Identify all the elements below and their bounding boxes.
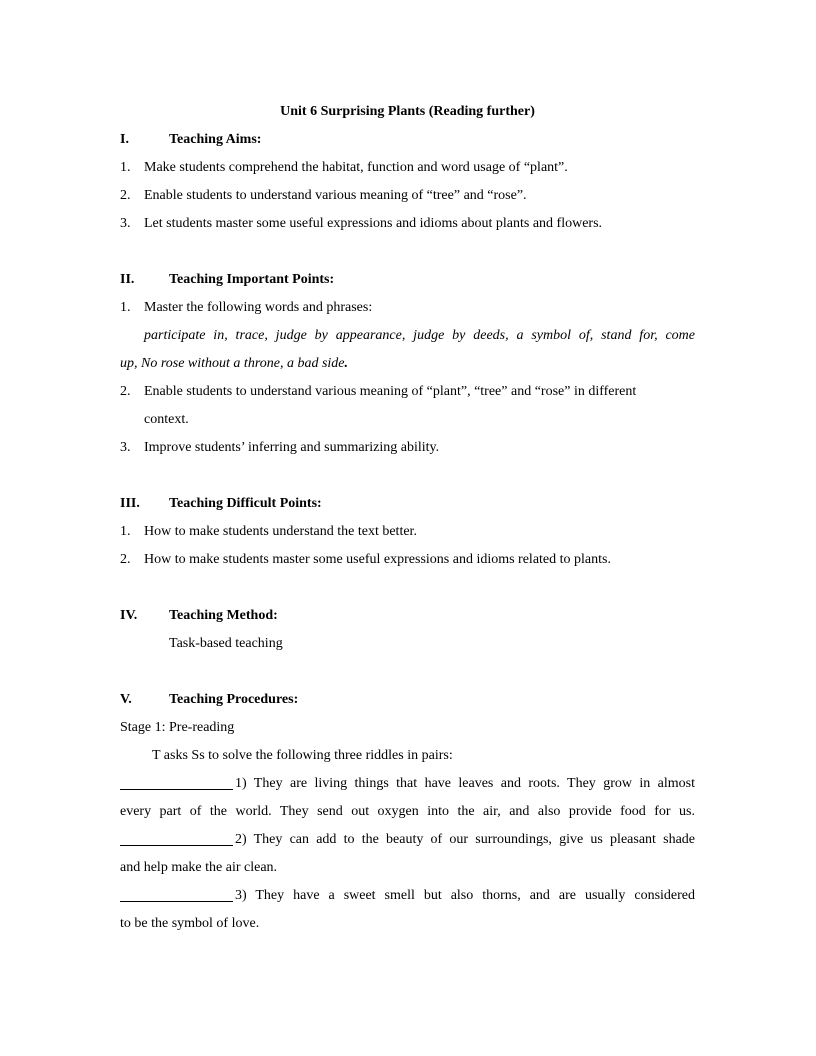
riddle-text: 2) They can add to the beauty of our surroundings, give us pleasant shade — [235, 832, 695, 847]
riddle-line — [120, 882, 695, 910]
list-number: 1. — [120, 300, 131, 315]
section-heading — [120, 266, 695, 294]
riddle-line: every part of the world. They send out oxygen into the air, and also provide food for us. — [120, 804, 695, 819]
riddle-line — [120, 770, 695, 798]
riddle-line: to be the symbol of love. — [120, 916, 260, 931]
list-text: Let students master some useful expressions and idioms about plants and flowers. — [144, 216, 603, 231]
list-text: Improve students’ inferring and summarizing ability. — [144, 440, 440, 455]
document-body — [120, 98, 695, 938]
list-text: Make students comprehend the habitat, function and word usage of “plant”. — [144, 160, 568, 175]
spacer — [120, 574, 695, 602]
list-number: 3. — [120, 440, 131, 455]
list-item — [120, 434, 695, 462]
list-number: 2. — [120, 552, 131, 567]
list-number: 2. — [120, 188, 131, 203]
list-continuation: context. — [144, 412, 189, 427]
method-text: Task-based teaching — [169, 636, 283, 651]
section-title: Teaching Procedures: — [169, 692, 299, 707]
section-number: II. — [120, 272, 135, 287]
section-number: I. — [120, 132, 129, 147]
section-title: Teaching Difficult Points: — [169, 496, 322, 511]
answer-blank — [120, 885, 233, 902]
spacer — [120, 658, 695, 686]
list-item — [120, 378, 695, 406]
list-item — [120, 182, 695, 210]
phrase-text: up, No rose without a throne, a bad side — [120, 356, 345, 371]
task-intro: T asks Ss to solve the following three riddles in pairs: — [152, 748, 453, 763]
riddle-text: 1) They are living things that have leaves and roots. They grow in almost — [235, 776, 695, 791]
spacer — [120, 462, 695, 490]
document-title: Unit 6 Surprising Plants (Reading further) — [280, 104, 535, 119]
list-item — [120, 294, 695, 322]
section-number: V. — [120, 692, 132, 707]
list-item — [120, 154, 695, 182]
list-number: 1. — [120, 160, 131, 175]
section-heading — [120, 686, 695, 714]
section-title: Teaching Aims: — [169, 132, 262, 147]
list-text: How to make students understand the text better. — [144, 524, 417, 539]
section-heading — [120, 490, 695, 518]
stage-label: Stage 1: Pre-reading — [120, 720, 235, 735]
section-heading — [120, 126, 695, 154]
phrase-end: . — [344, 356, 349, 371]
list-text: How to make students master some useful expressions and idioms related to plants. — [144, 552, 611, 567]
spacer — [120, 238, 695, 266]
riddle-line: and help make the air clean. — [120, 860, 278, 875]
list-number: 3. — [120, 216, 131, 231]
section-heading — [120, 602, 695, 630]
list-text: Enable students to understand various meaning of “tree” and “rose”. — [144, 188, 527, 203]
section-number: IV. — [120, 608, 138, 623]
list-number: 2. — [120, 384, 131, 399]
phrase-list-line — [120, 350, 695, 378]
riddle-line — [120, 826, 695, 854]
phrase-list-line: participate in, trace, judge by appearance, judge by deeds, a symbol of, stand for, come — [144, 328, 695, 343]
answer-blank — [120, 829, 233, 846]
riddle-text: 3) They have a sweet smell but also thorns, and are usually considered — [235, 888, 695, 903]
list-number: 1. — [120, 524, 131, 539]
section-number: III. — [120, 496, 140, 511]
list-text: Master the following words and phrases: — [144, 300, 373, 315]
list-text: Enable students to understand various meaning of “plant”, “tree” and “rose” in different — [144, 384, 637, 399]
list-item — [120, 518, 695, 546]
list-item — [120, 210, 695, 238]
list-item — [120, 546, 695, 574]
section-title: Teaching Important Points: — [169, 272, 335, 287]
answer-blank — [120, 773, 233, 790]
section-title: Teaching Method: — [169, 608, 278, 623]
